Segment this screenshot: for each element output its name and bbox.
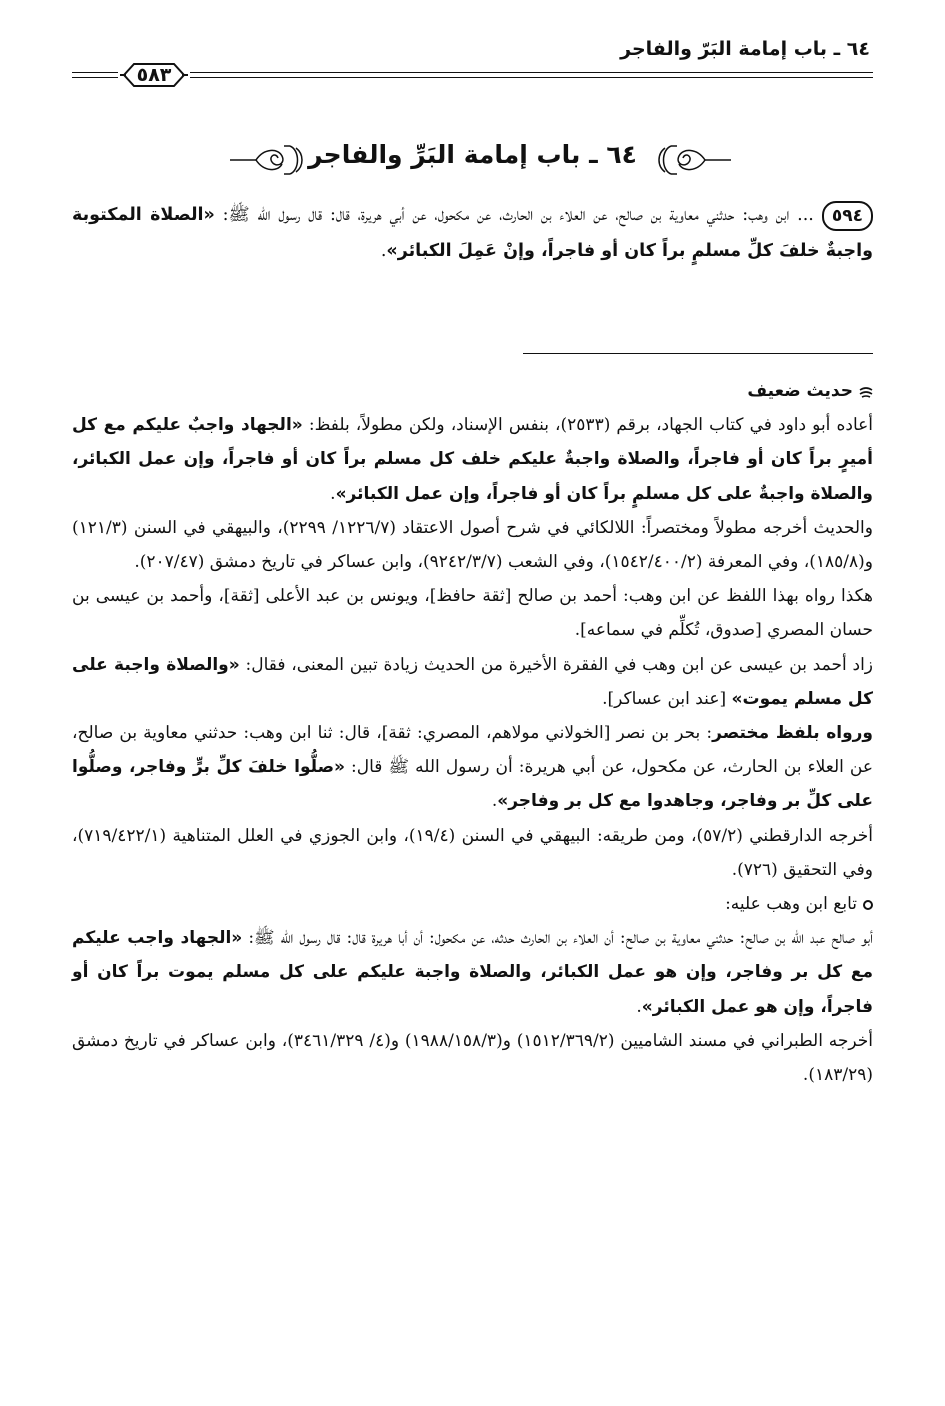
paragraph-abudawud — [72, 408, 873, 511]
p8-quote: «الجهاد واجب عليكم مع كل بر وفاجر، وإن هو عمل الكبائر، والصلاة واجبة عليكم على كل مسلم يموت براً كان أو فاجراً، وإن هو عمل الكبائر» — [72, 928, 873, 1017]
hadith-number: ٥٩٤ — [822, 201, 873, 231]
section-divider — [523, 353, 873, 354]
p7-text: تابع ابن وهب عليه: — [725, 894, 857, 915]
paragraph-mutabaah — [72, 887, 873, 921]
running-title: ٦٤ ـ باب إمامة البَرّ والفاجر — [620, 38, 870, 60]
p5-end: . — [491, 791, 498, 812]
p1-text: أعاده أبو داود في كتاب الجهاد، برقم (٢٥٣٣)، بنفس الإسناد، ولكن مطولاً، بلفظ: — [302, 415, 874, 436]
grade-line — [72, 374, 873, 408]
hadith-text — [72, 198, 873, 269]
header-rule-thin — [72, 77, 873, 78]
p8-end: . — [636, 996, 642, 1017]
p4-text: زاد أحمد بن عيسى عن ابن وهب في الفقرة الأخيرة من الحديث زيادة تبين المعنى، فقال: — [239, 654, 874, 675]
p5-lead: ورواه بلفظ مختصر — [712, 723, 873, 744]
paragraph-takhrij-3: أخرجه الطبراني في مسند الشاميين (١٥١٢/٣٦٩/٢) و(١٩٨٨/١٥٨/٣) و(٤/ ٣٤٦١/٣٢٩)، وابن عساكر في تاريخ دمشق (١٨٣/٢٩). — [72, 1030, 873, 1086]
grade-marker-icon — [859, 386, 873, 398]
hadith-matn: «الصلاة المكتوبة واجبةٌ خلفَ كلِّ مسلمٍ براً كان أو فاجراً، وإنْ عَمِلَ الكبائر» — [72, 205, 873, 261]
paragraph-short-wording — [72, 716, 873, 819]
commentary — [72, 374, 873, 1092]
p4-quote: «والصلاة واجبة على كل مسلم يموت» — [72, 654, 873, 709]
title-ornament-left-icon — [228, 140, 308, 180]
p5-quote: «صلُّوا خلفَ كلِّ برٍّ وفاجر، وصلُّوا على كلِّ بر وفاجر، وجاهدوا مع كل بر وفاجر» — [72, 757, 873, 812]
header-rule — [72, 72, 873, 73]
p1-end: . — [330, 483, 336, 504]
paragraph-takhrij-2: أخرجه الدارقطني (٥٧/٢)، ومن طريقه: البيهقي في السنن (١٩/٤)، وابن الجوزي في العلل المتناهية (٧١٩/٤٢٢/١)، وفي التحقيق (٧٢٦). — [72, 825, 873, 880]
p1-quote: «الجهاد واجبٌ عليكم مع كل أميرٍ براً كان أو فاجراً، والصلاة واجبةٌ عليكم خلف كل مسلم براً كان أو فاجراً، وإن عمل الكبائر، والصلاة واجبةٌ على كل مسلمٍ براً كان أو فاجراً، وإن عمل الكبائر» — [72, 415, 873, 504]
p4-end: [عند ابن عساكر]. — [602, 688, 732, 709]
paragraph-narrators: هكذا رواه بهذا اللفظ عن ابن وهب: أحمد بن صالح [ثقة حافظ]، ويونس بن عبد الأعلى [ثقة]، وأحمد بن عيسى بن حسان المصري [صدوق، تُكلِّم في سماعه]. — [72, 586, 873, 641]
page-number: ٥٨٣ — [136, 64, 172, 86]
chapter-title: ٦٤ ـ باب إمامة البَرِّ والفاجر — [308, 140, 637, 169]
page-number-badge — [118, 58, 190, 92]
p8-text: أبو صالح عبد الله بن صالح: حدثني معاوية بن صالح: أن العلاء بن الحارث حدثه، عن مكحول: أن أبا هريرة قال: قال رسول الله ﷺ: — [242, 928, 873, 949]
paragraph-abu-salih — [72, 921, 873, 1024]
hadith-end: . — [380, 240, 387, 261]
paragraph-addition — [72, 648, 873, 716]
bullet-icon — [863, 900, 873, 910]
paragraph-takhrij-1: والحديث أخرجه مطولاً ومختصراً: اللالكائي في شرح أصول الاعتقاد (١٢٢٦/٧/ ٢٢٩٩)، والبيهقي في السنن (١٢١/٣) و(١٨٥/٨)، وفي المعرفة (١٥٤٢/٤٠٠/٢)، وفي الشعب (٩٢٤٢/٣/٧)، وابن عساكر في تاريخ دمشق (٢٠٧/٤٧). — [72, 517, 873, 573]
hadith-grade: حديث ضعيف — [747, 381, 853, 401]
hadith-isnad: ... ابن وهب: حدثني معاوية بن صالح، عن العلاء بن الحارث، عن مكحول، عن أبي هريرة، قال: قال رسول الله ﷺ: — [214, 205, 814, 225]
p5-text: : بحر بن نصر [الخولاني مولاهم، المصري: ثقة]، قال: ثنا ابن وهب: حدثني معاوية بن صالح، عن العلاء بن الحارث، عن مكحول، عن أبي هريرة: أن رسول الله ﷺ قال: — [72, 723, 873, 778]
